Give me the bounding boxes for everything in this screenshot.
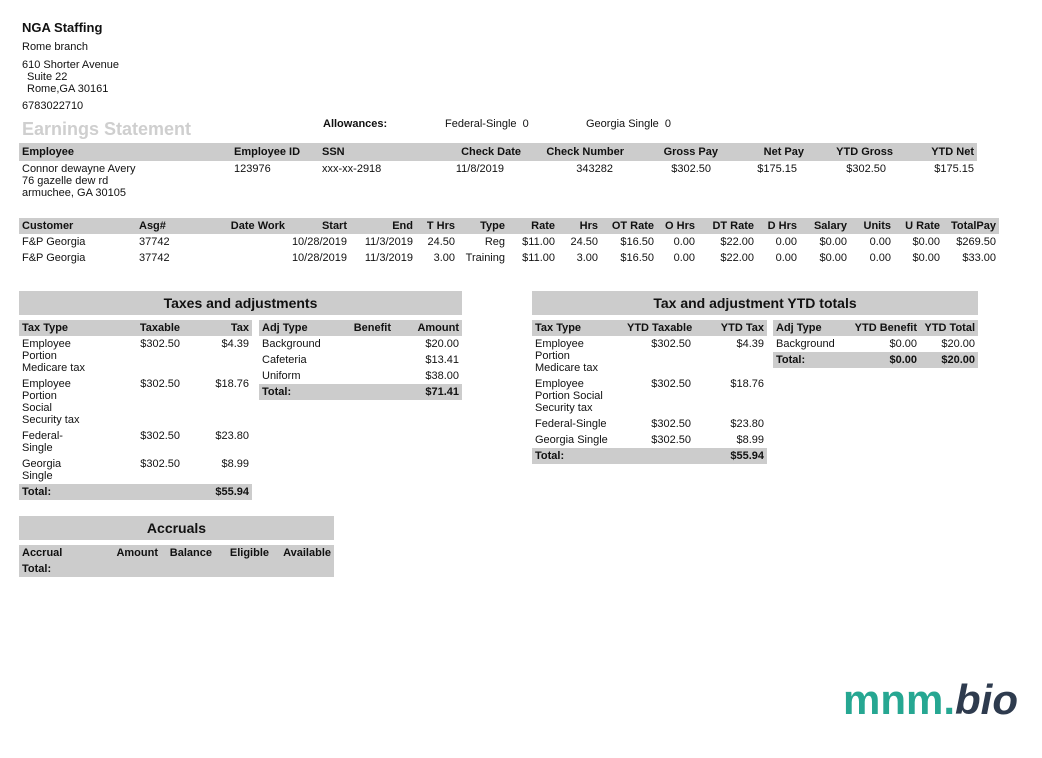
ytd-taxable: $302.50 xyxy=(651,434,691,446)
col-ytd-gross: YTD Gross xyxy=(807,143,896,161)
col-ot-rate: OT Rate xyxy=(601,218,657,234)
col-start: Start xyxy=(288,218,350,234)
ytd-tax-total: $55.94 xyxy=(694,448,767,464)
col-dt-rate: DT Rate xyxy=(698,218,757,234)
ytd-adj-type: Background xyxy=(776,338,835,350)
adj-benefit xyxy=(339,352,394,368)
adj-amount: $20.00 xyxy=(425,338,459,350)
hours-table xyxy=(19,218,999,266)
col-benefit: Benefit xyxy=(339,320,394,336)
col-employee-id: Employee ID xyxy=(231,143,319,161)
ytd-tax-total-spacer xyxy=(624,448,694,464)
col-gross-pay: Gross Pay xyxy=(627,143,721,161)
col-accrual-amount: Amount xyxy=(99,545,161,561)
adj-amount: $13.41 xyxy=(425,354,459,366)
employee-row xyxy=(19,161,977,201)
taxable: $302.50 xyxy=(140,378,180,390)
adjustment-table-header xyxy=(259,320,462,336)
company-branch: Rome branch xyxy=(22,41,89,53)
tax-type: Federal- Single xyxy=(22,430,63,454)
hours-table-header xyxy=(19,218,999,234)
adj-type: Background xyxy=(262,338,321,350)
cell-customer: F&P Georgia xyxy=(22,252,86,264)
ytd-adjustment-table-header xyxy=(773,320,978,336)
ytd-adjustment-table xyxy=(773,320,978,368)
ytd-net: $175.15 xyxy=(934,163,974,175)
cell-u-rate: $0.00 xyxy=(912,236,940,248)
ytd-taxable: $302.50 xyxy=(651,338,691,350)
ytd-tax-type: Employee Portion Social Security tax xyxy=(535,378,603,414)
adj-type: Uniform xyxy=(262,370,301,382)
cell-rate: $11.00 xyxy=(522,252,555,264)
col-ytd-tax: YTD Tax xyxy=(694,320,767,336)
col-net-pay: Net Pay xyxy=(721,143,807,161)
col-u-rate: U Rate xyxy=(894,218,943,234)
tax-type: Employee Portion Social Security tax xyxy=(22,378,80,426)
employee-ssn: xxx-xx-2918 xyxy=(322,163,382,175)
col-customer: Customer xyxy=(19,218,136,234)
cell-o-hrs: 0.00 xyxy=(673,236,695,248)
cell-ot-rate: $16.50 xyxy=(620,252,654,264)
ytd-tax: $8.99 xyxy=(736,434,764,446)
company-name: NGA Staffing xyxy=(22,20,103,35)
cell-dt-rate: $22.00 xyxy=(720,252,754,264)
check-number: 343282 xyxy=(576,163,613,175)
cell-hrs: 24.50 xyxy=(570,236,598,248)
ytd-tax: $4.39 xyxy=(736,338,764,350)
tax: $18.76 xyxy=(215,378,249,390)
cell-ot-rate: $16.50 xyxy=(620,236,654,248)
col-employee: Employee xyxy=(19,143,231,161)
adj-total-row xyxy=(259,384,462,400)
accruals-total-spacer xyxy=(161,561,215,577)
net-pay: $175.15 xyxy=(757,163,797,175)
col-ytd-tax-type: Tax Type xyxy=(532,320,624,336)
company-address-line3: Rome,GA 30161 xyxy=(27,83,109,95)
ytd-adj-total-row xyxy=(773,352,978,368)
accruals-table-header xyxy=(19,545,334,561)
ytd-tax-type: Federal-Single xyxy=(535,418,607,430)
ytd-taxable: $302.50 xyxy=(651,418,691,430)
check-date: 11/8/2019 xyxy=(455,163,504,175)
tax: $8.99 xyxy=(221,458,249,470)
ytd-section-title: Tax and adjustment YTD totals xyxy=(532,291,978,315)
cell-d-hrs: 0.00 xyxy=(775,236,797,248)
ytd-tax-total-row xyxy=(532,448,767,464)
cell-units: 0.00 xyxy=(869,236,891,248)
accruals-total-spacer xyxy=(215,561,272,577)
ytd-taxable: $302.50 xyxy=(651,378,691,390)
ytd-adj-total-label: Total: xyxy=(773,352,848,368)
tax-table xyxy=(19,320,252,500)
cell-asg: 37742 xyxy=(139,252,170,264)
col-units: Units xyxy=(850,218,894,234)
col-check-date: Check Date xyxy=(414,143,524,161)
cell-date-work xyxy=(186,234,288,250)
ytd-adj-benefit: $0.00 xyxy=(889,338,917,350)
cell-type: Training xyxy=(465,252,505,264)
employee-address-cell xyxy=(19,161,231,201)
company-phone: 6783022710 xyxy=(22,100,84,112)
col-tax-type: Tax Type xyxy=(19,320,117,336)
cell-u-rate: $0.00 xyxy=(912,252,940,264)
col-end: End xyxy=(350,218,416,234)
tax-total: $55.94 xyxy=(183,484,252,500)
adj-total-label: Total: xyxy=(259,384,339,400)
cell-salary: $0.00 xyxy=(819,236,847,248)
col-salary: Salary xyxy=(800,218,850,234)
tax-total-row xyxy=(19,484,252,500)
ytd-tax-type: Georgia Single xyxy=(535,434,608,446)
cell-end: 11/3/2019 xyxy=(364,236,413,248)
ytd-tax: $23.80 xyxy=(730,418,764,430)
ytd-tax-total-label: Total: xyxy=(532,448,624,464)
cell-hrs: 3.00 xyxy=(576,252,598,264)
tax-total-label: Total: xyxy=(19,484,117,500)
gross-pay: $302.50 xyxy=(671,163,711,175)
employee-table-header xyxy=(19,143,977,161)
ytd-tax-table xyxy=(532,320,767,464)
ytd-tax-table-header xyxy=(532,320,767,336)
taxable: $302.50 xyxy=(140,338,180,350)
table-row xyxy=(19,428,252,456)
adj-total: $71.41 xyxy=(394,384,462,400)
employee-street: 76 gazelle dew rd xyxy=(22,175,109,187)
col-adj-type: Adj Type xyxy=(259,320,339,336)
employee-name: Connor dewayne Avery xyxy=(22,163,136,175)
col-ytd-net: YTD Net xyxy=(896,143,977,161)
cell-d-hrs: 0.00 xyxy=(775,252,797,264)
cell-dt-rate: $22.00 xyxy=(720,236,754,248)
tax: $23.80 xyxy=(215,430,249,442)
table-row xyxy=(259,368,462,384)
adj-amount: $38.00 xyxy=(425,370,459,382)
taxable: $302.50 xyxy=(140,430,180,442)
col-ssn: SSN xyxy=(319,143,414,161)
watermark-logo xyxy=(843,676,1018,724)
tax-type: Employee Portion Medicare tax xyxy=(22,338,85,374)
ytd-adj-total: $20.00 xyxy=(941,338,975,350)
allowance-state: Georgia Single 0 xyxy=(586,118,671,130)
col-accrual: Accrual xyxy=(19,545,99,561)
col-tax: Tax xyxy=(183,320,252,336)
cell-start: 10/28/2019 xyxy=(291,252,347,264)
table-row xyxy=(259,352,462,368)
table-row xyxy=(532,416,767,432)
allowances-label: Allowances: xyxy=(323,118,388,130)
tax: $4.39 xyxy=(221,338,249,350)
col-ytd-total: YTD Total xyxy=(920,320,978,336)
table-row xyxy=(19,376,252,428)
ytd-adj-total: $20.00 xyxy=(920,352,978,368)
table-row xyxy=(19,234,999,250)
cell-start: 10/28/2019 xyxy=(291,236,347,248)
accruals-total-label: Total: xyxy=(19,561,99,577)
cell-rate: $11.00 xyxy=(522,236,555,248)
employee-id: 123976 xyxy=(234,163,271,175)
company-address-line1: 610 Shorter Avenue xyxy=(22,59,120,71)
col-ytd-taxable: YTD Taxable xyxy=(624,320,694,336)
cell-totalpay: $269.50 xyxy=(956,236,996,248)
tax-type: Georgia Single xyxy=(22,458,62,482)
table-row xyxy=(773,336,978,352)
logo-part-1: mnm. xyxy=(843,676,956,723)
cell-date-work xyxy=(186,250,288,266)
ytd-tax-type: Employee Portion Medicare tax xyxy=(535,338,598,374)
adj-benefit xyxy=(339,336,394,352)
cell-end: 11/3/2019 xyxy=(364,252,413,264)
col-d-hrs: D Hrs xyxy=(757,218,800,234)
tax-table-header xyxy=(19,320,252,336)
ytd-gross: $302.50 xyxy=(846,163,886,175)
col-check-number: Check Number xyxy=(524,143,627,161)
cell-asg: 37742 xyxy=(139,236,170,248)
accruals-total-spacer xyxy=(272,561,334,577)
col-accrual-available: Available xyxy=(272,545,334,561)
adjustment-table xyxy=(259,320,462,400)
cell-type: Reg xyxy=(484,236,505,248)
adj-type: Cafeteria xyxy=(262,354,307,366)
col-rate: Rate xyxy=(508,218,558,234)
company-address-line2: Suite 22 xyxy=(27,71,68,83)
cell-units: 0.00 xyxy=(869,252,891,264)
ytd-adj-total-benefit: $0.00 xyxy=(848,352,920,368)
table-row xyxy=(532,376,767,416)
cell-o-hrs: 0.00 xyxy=(673,252,695,264)
cell-t-hrs: 24.50 xyxy=(427,236,455,248)
cell-salary: $0.00 xyxy=(819,252,847,264)
col-type: Type xyxy=(458,218,508,234)
accruals-table xyxy=(19,545,334,577)
col-o-hrs: O Hrs xyxy=(657,218,698,234)
allowance-federal: Federal-Single 0 xyxy=(445,118,529,130)
col-asg: Asg# xyxy=(136,218,186,234)
col-hrs: Hrs xyxy=(558,218,601,234)
table-row xyxy=(19,456,252,484)
col-ytd-benefit: YTD Benefit xyxy=(848,320,920,336)
table-row xyxy=(259,336,462,352)
cell-customer: F&P Georgia xyxy=(22,236,86,248)
table-row xyxy=(19,336,252,376)
table-row xyxy=(19,250,999,266)
table-row xyxy=(532,432,767,448)
col-t-hrs: T Hrs xyxy=(416,218,458,234)
accruals-total-row xyxy=(19,561,334,577)
col-date-work: Date Work xyxy=(186,218,288,234)
logo-part-2: bio xyxy=(955,676,1018,723)
cell-t-hrs: 3.00 xyxy=(433,252,455,264)
col-accrual-balance: Balance xyxy=(161,545,215,561)
ytd-tax: $18.76 xyxy=(730,378,764,390)
employee-city: armuchee, GA 30105 xyxy=(22,187,126,199)
statement-title: Earnings Statement xyxy=(22,119,192,139)
table-row xyxy=(532,336,767,376)
employee-table xyxy=(19,143,977,201)
taxes-section-title: Taxes and adjustments xyxy=(19,291,462,315)
adj-total-spacer xyxy=(339,384,394,400)
accruals-section-title: Accruals xyxy=(19,516,334,540)
tax-total-spacer xyxy=(117,484,183,500)
col-taxable: Taxable xyxy=(117,320,183,336)
accruals-total-spacer xyxy=(99,561,161,577)
adj-benefit xyxy=(339,368,394,384)
cell-totalpay: $33.00 xyxy=(962,252,996,264)
col-amount: Amount xyxy=(394,320,462,336)
col-totalpay: TotalPay xyxy=(943,218,999,234)
col-ytd-adj-type: Adj Type xyxy=(773,320,848,336)
col-accrual-eligible: Eligible xyxy=(215,545,272,561)
taxable: $302.50 xyxy=(140,458,180,470)
